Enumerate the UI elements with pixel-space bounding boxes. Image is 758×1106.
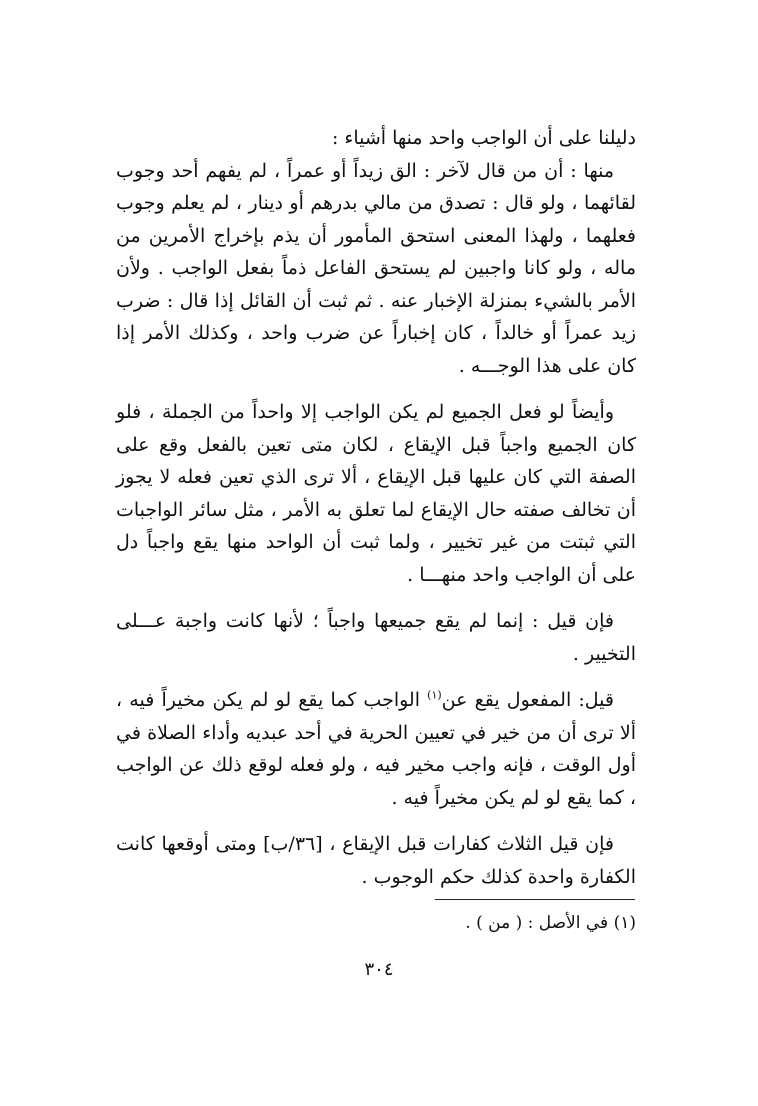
paragraph-final-objection: فإن قيل الثلاث كفارات قبل الإيقاع ، [٣٦/ب] ومتى أوقعها كانت الكفارة واحدة كذلك حكم الوجوب . (116, 833, 636, 888)
answer-text-start: قيل: المفعول يقع عن (441, 689, 614, 711)
footnote-marker: (١) (427, 688, 442, 702)
page-body (116, 122, 636, 893)
footnote: (١) في الأصل : ( من ) . (465, 913, 636, 933)
paragraph-first-argument: منها : أن من قال لآخر : الق زيداً أو عمراً ، لم يفهم أحد وجوب لقائهما ، ولو قال : تصدق من مالي بدرهم أو دينار ، لم يعلم وجوب فعلهما ، ولهذا المعنى استحق المأمور أن يذم بإخراج الأمرين من ماله ، ولو كانا واجبين لم يستحق الفاعل ذماً بفعل الواجب . ولأن الأمر بالشيء بمنزلة الإخبار عنه . ثم ثبت أن القائل إذا قال : ضرب زيد عمراً أو خالداً ، كان إخباراً عن ضرب واحد ، وكذلك الأمر إذا كان على هذا الوجـــه . (116, 159, 636, 377)
intro-line: دليلنا على أن الواجب واحد منها أشياء : (331, 127, 636, 149)
page-number: ٣٠٤ (364, 959, 394, 980)
answer-text-end: الواجب كما يقع لو لم يكن مخيراً فيه ، ألا ترى أن من خير في تعيين الحرية في أحد عبديه وأداء الصلاة في أول الوقت ، فإنه واجب مخير فيه ، ولو فعله لوقع ذلك عن الواجب ، كما يقع لو لم يكن مخيراً فيه . (116, 689, 636, 809)
footnote-divider (435, 899, 635, 900)
paragraph-answer (116, 684, 636, 814)
paragraph-objection: فإن قيل : إنما لم يقع جميعها واجباً ؛ لأنها كانت واجبة عـــلى التخيير . (116, 610, 636, 665)
paragraph-second-argument: وأيضاً لو فعل الجميع لم يكن الواجب إلا واحداً من الجملة ، فلو كان الجميع واجباً قبل الإيقاع ، لكان متى تعين بالفعل وقع على الصفة التي كان عليها قبل الإيقاع ، ألا ترى الذي تعين فعله لا يجوز أن تخالف صفته حال الإيقاع لما تعلق به الأمر ، مثل سائر الواجبات التي ثبتت من غير تخيير ، ولما ثبت أن الواحد منها يقع واجباً دل على أن الواجب واحد منهـــا . (116, 401, 636, 586)
